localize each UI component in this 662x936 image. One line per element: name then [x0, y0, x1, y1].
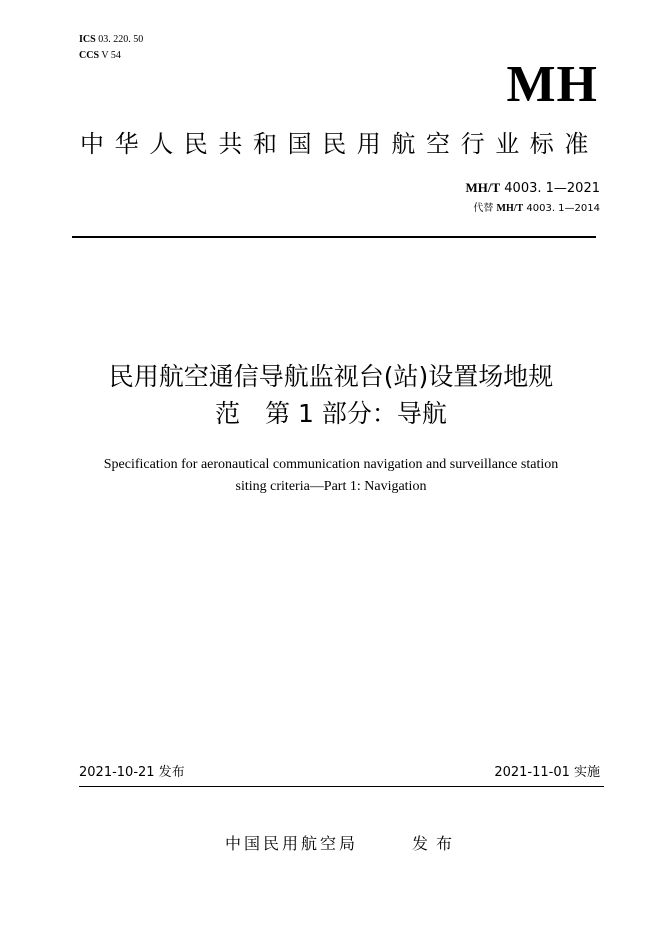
standard-code: 4003. 1—2021: [504, 181, 600, 196]
footer-rule: [79, 786, 604, 787]
ics-value: 03. 220. 50: [98, 34, 144, 45]
replace-code: 4003. 1—2014: [526, 203, 600, 214]
implement-date: 2021-11-01 实施: [494, 765, 600, 780]
issue-date: 2021-10-21 发布: [79, 765, 185, 780]
title-cn-line1: 民用航空通信导航监视台(站)设置场地规: [108, 362, 554, 391]
ics-label: ICS: [79, 34, 96, 45]
issuer-name: 中国民用航空局: [225, 834, 359, 853]
ccs-code: [79, 50, 121, 62]
ccs-value: V 54: [101, 50, 121, 61]
title-en-line1: Specification for aeronautical communication navigation and surveillance station: [103, 457, 559, 472]
replace-word: 代替: [473, 203, 494, 214]
title-cn-line2: 范 第 1 部分：导航: [215, 399, 447, 428]
replace-prefix: MH/T: [496, 203, 524, 214]
header-rule: [72, 236, 596, 238]
ics-code: [79, 34, 143, 46]
standard-number: [465, 180, 600, 197]
ccs-label: CCS: [79, 50, 100, 61]
org-title: 中华人民共和国民用航空行业标准: [80, 130, 599, 158]
title-en-line2: siting criteria—Part 1: Navigation: [235, 479, 427, 494]
mh-logo: MH: [506, 56, 598, 113]
standard-prefix: MH/T: [465, 180, 501, 195]
replaces-standard: [473, 202, 600, 215]
issuer-action: 发布: [412, 834, 461, 853]
